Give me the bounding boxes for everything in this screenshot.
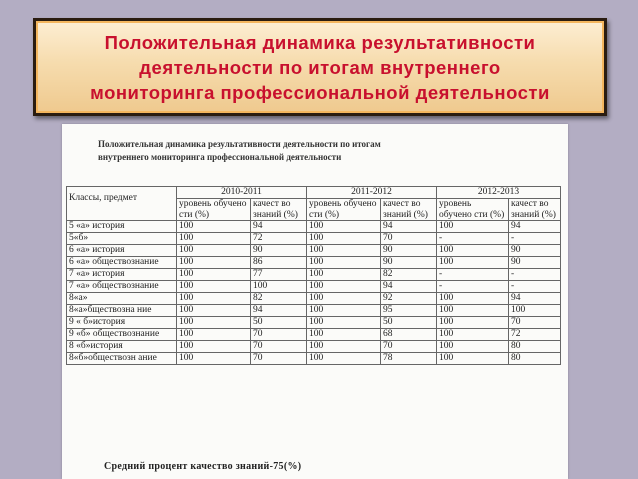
average-quality-summary: Средний процент качество знаний-75(%) xyxy=(104,461,302,472)
table-cell: 100 xyxy=(437,257,509,269)
table-cell: 100 xyxy=(437,245,509,257)
table-cell: 94 xyxy=(251,221,307,233)
header-year: 2010-2011 xyxy=(177,187,307,199)
table-row xyxy=(67,329,561,341)
table-cell: 100 xyxy=(307,221,381,233)
table-cell: 100 xyxy=(307,245,381,257)
table-cell: - xyxy=(509,269,561,281)
table-cell: 100 xyxy=(251,281,307,293)
table-cell: - xyxy=(437,233,509,245)
table-cell: 100 xyxy=(437,353,509,365)
table-cell: 100 xyxy=(307,305,381,317)
table-cell: 80 xyxy=(509,353,561,365)
table-cell: 94 xyxy=(381,281,437,293)
row-label-cell: 6 «а» история xyxy=(67,245,177,257)
table-cell: 80 xyxy=(509,341,561,353)
table-cell: 100 xyxy=(307,233,381,245)
header-year: 2012-2013 xyxy=(437,187,561,199)
table-row xyxy=(67,353,561,365)
row-label-cell: 5 «а» история xyxy=(67,221,177,233)
table-cell: 72 xyxy=(509,329,561,341)
table-cell: 82 xyxy=(251,293,307,305)
table-row xyxy=(67,293,561,305)
row-label-cell: 9 «б» обществознание xyxy=(67,329,177,341)
header-metric: качест во знаний (%) xyxy=(251,199,307,221)
table-row xyxy=(67,317,561,329)
table-cell: 94 xyxy=(509,221,561,233)
table-cell: 100 xyxy=(307,293,381,305)
table-cell: 100 xyxy=(307,353,381,365)
banner-title-line-3: мониторинга профессиональной деятельности xyxy=(90,81,550,103)
table-cell: 90 xyxy=(509,245,561,257)
banner-title-line-2: деятельности по итогам внутреннего xyxy=(139,56,501,78)
table-row xyxy=(67,341,561,353)
table-cell: 77 xyxy=(251,269,307,281)
table-cell: 95 xyxy=(381,305,437,317)
table-cell: 50 xyxy=(381,317,437,329)
table-cell: 100 xyxy=(177,245,251,257)
table-cell: 82 xyxy=(381,269,437,281)
table-cell: 100 xyxy=(307,341,381,353)
scanned-document xyxy=(62,124,568,479)
row-label-cell: 5«б» xyxy=(67,233,177,245)
table-cell: 70 xyxy=(509,317,561,329)
table-cell: 90 xyxy=(381,245,437,257)
table-cell: 70 xyxy=(251,341,307,353)
table-cell: 100 xyxy=(177,305,251,317)
table-cell: 100 xyxy=(177,269,251,281)
results-table xyxy=(66,186,561,365)
document-title xyxy=(98,138,381,164)
table-row xyxy=(67,305,561,317)
table-cell: 100 xyxy=(177,281,251,293)
table-cell: 100 xyxy=(307,329,381,341)
table-cell: 100 xyxy=(177,293,251,305)
table-cell: 100 xyxy=(177,353,251,365)
table-cell: 100 xyxy=(307,269,381,281)
table-cell: 70 xyxy=(381,233,437,245)
table-cell: - xyxy=(509,281,561,293)
table-cell: 100 xyxy=(437,221,509,233)
table-cell: - xyxy=(437,269,509,281)
table-cell: 50 xyxy=(251,317,307,329)
table-cell: 100 xyxy=(177,257,251,269)
row-label-cell: 8 «б»история xyxy=(67,341,177,353)
row-label-cell: 7 «а» обществознание xyxy=(67,281,177,293)
table-cell: 100 xyxy=(437,317,509,329)
header-year: 2011-2012 xyxy=(307,187,437,199)
title-banner xyxy=(33,18,607,116)
table-cell: 70 xyxy=(381,341,437,353)
table-cell: 100 xyxy=(307,257,381,269)
row-label-cell: 8«а» xyxy=(67,293,177,305)
header-corner: Классы, предмет xyxy=(67,187,177,221)
row-label-cell: 6 «а» обществознание xyxy=(67,257,177,269)
table-cell: 90 xyxy=(509,257,561,269)
table-cell: 100 xyxy=(177,341,251,353)
table-row xyxy=(67,245,561,257)
table-body xyxy=(67,221,561,365)
table-cell: 92 xyxy=(381,293,437,305)
table-cell: 100 xyxy=(509,305,561,317)
table-cell: 100 xyxy=(177,329,251,341)
table-cell: 100 xyxy=(177,221,251,233)
row-label-cell: 8«а»бществозна ние xyxy=(67,305,177,317)
table-row xyxy=(67,257,561,269)
row-label-cell: 8«б»обществозн ание xyxy=(67,353,177,365)
table-cell: 68 xyxy=(381,329,437,341)
table-cell: 94 xyxy=(509,293,561,305)
table-cell: 90 xyxy=(251,245,307,257)
table-cell: 78 xyxy=(381,353,437,365)
table-cell: 100 xyxy=(307,317,381,329)
table-cell: 86 xyxy=(251,257,307,269)
table-cell: 100 xyxy=(437,305,509,317)
header-metric: уровень обучено сти (%) xyxy=(307,199,381,221)
row-label-cell: 7 «а» история xyxy=(67,269,177,281)
table-cell: 70 xyxy=(251,329,307,341)
table-row xyxy=(67,269,561,281)
table-cell: 72 xyxy=(251,233,307,245)
header-metric: уровень обучено сти (%) xyxy=(177,199,251,221)
table-cell: - xyxy=(509,233,561,245)
table-cell: 94 xyxy=(381,221,437,233)
table-cell: 100 xyxy=(437,341,509,353)
header-metric: качест во знаний (%) xyxy=(381,199,437,221)
document-title-line-2: внутреннего мониторинга профессиональной деятельности xyxy=(98,152,342,162)
table-header-years xyxy=(67,187,561,199)
table-cell: 94 xyxy=(251,305,307,317)
table-row xyxy=(67,221,561,233)
row-label-cell: 9 « б»история xyxy=(67,317,177,329)
table-row xyxy=(67,233,561,245)
header-metric: уровень обучено сти (%) xyxy=(437,199,509,221)
table-cell: 100 xyxy=(177,317,251,329)
table-cell: 100 xyxy=(437,293,509,305)
table-cell: 100 xyxy=(177,233,251,245)
document-title-line-1: Положительная динамика результативности деятельности по итогам xyxy=(98,139,381,149)
table-cell: 90 xyxy=(381,257,437,269)
table-cell: 100 xyxy=(437,329,509,341)
table-cell: 100 xyxy=(307,281,381,293)
table-cell: 70 xyxy=(251,353,307,365)
banner-title-line-1: Положительная динамика результативности xyxy=(104,31,536,53)
header-metric: качест во знаний (%) xyxy=(509,199,561,221)
table-row xyxy=(67,281,561,293)
table-cell: - xyxy=(437,281,509,293)
